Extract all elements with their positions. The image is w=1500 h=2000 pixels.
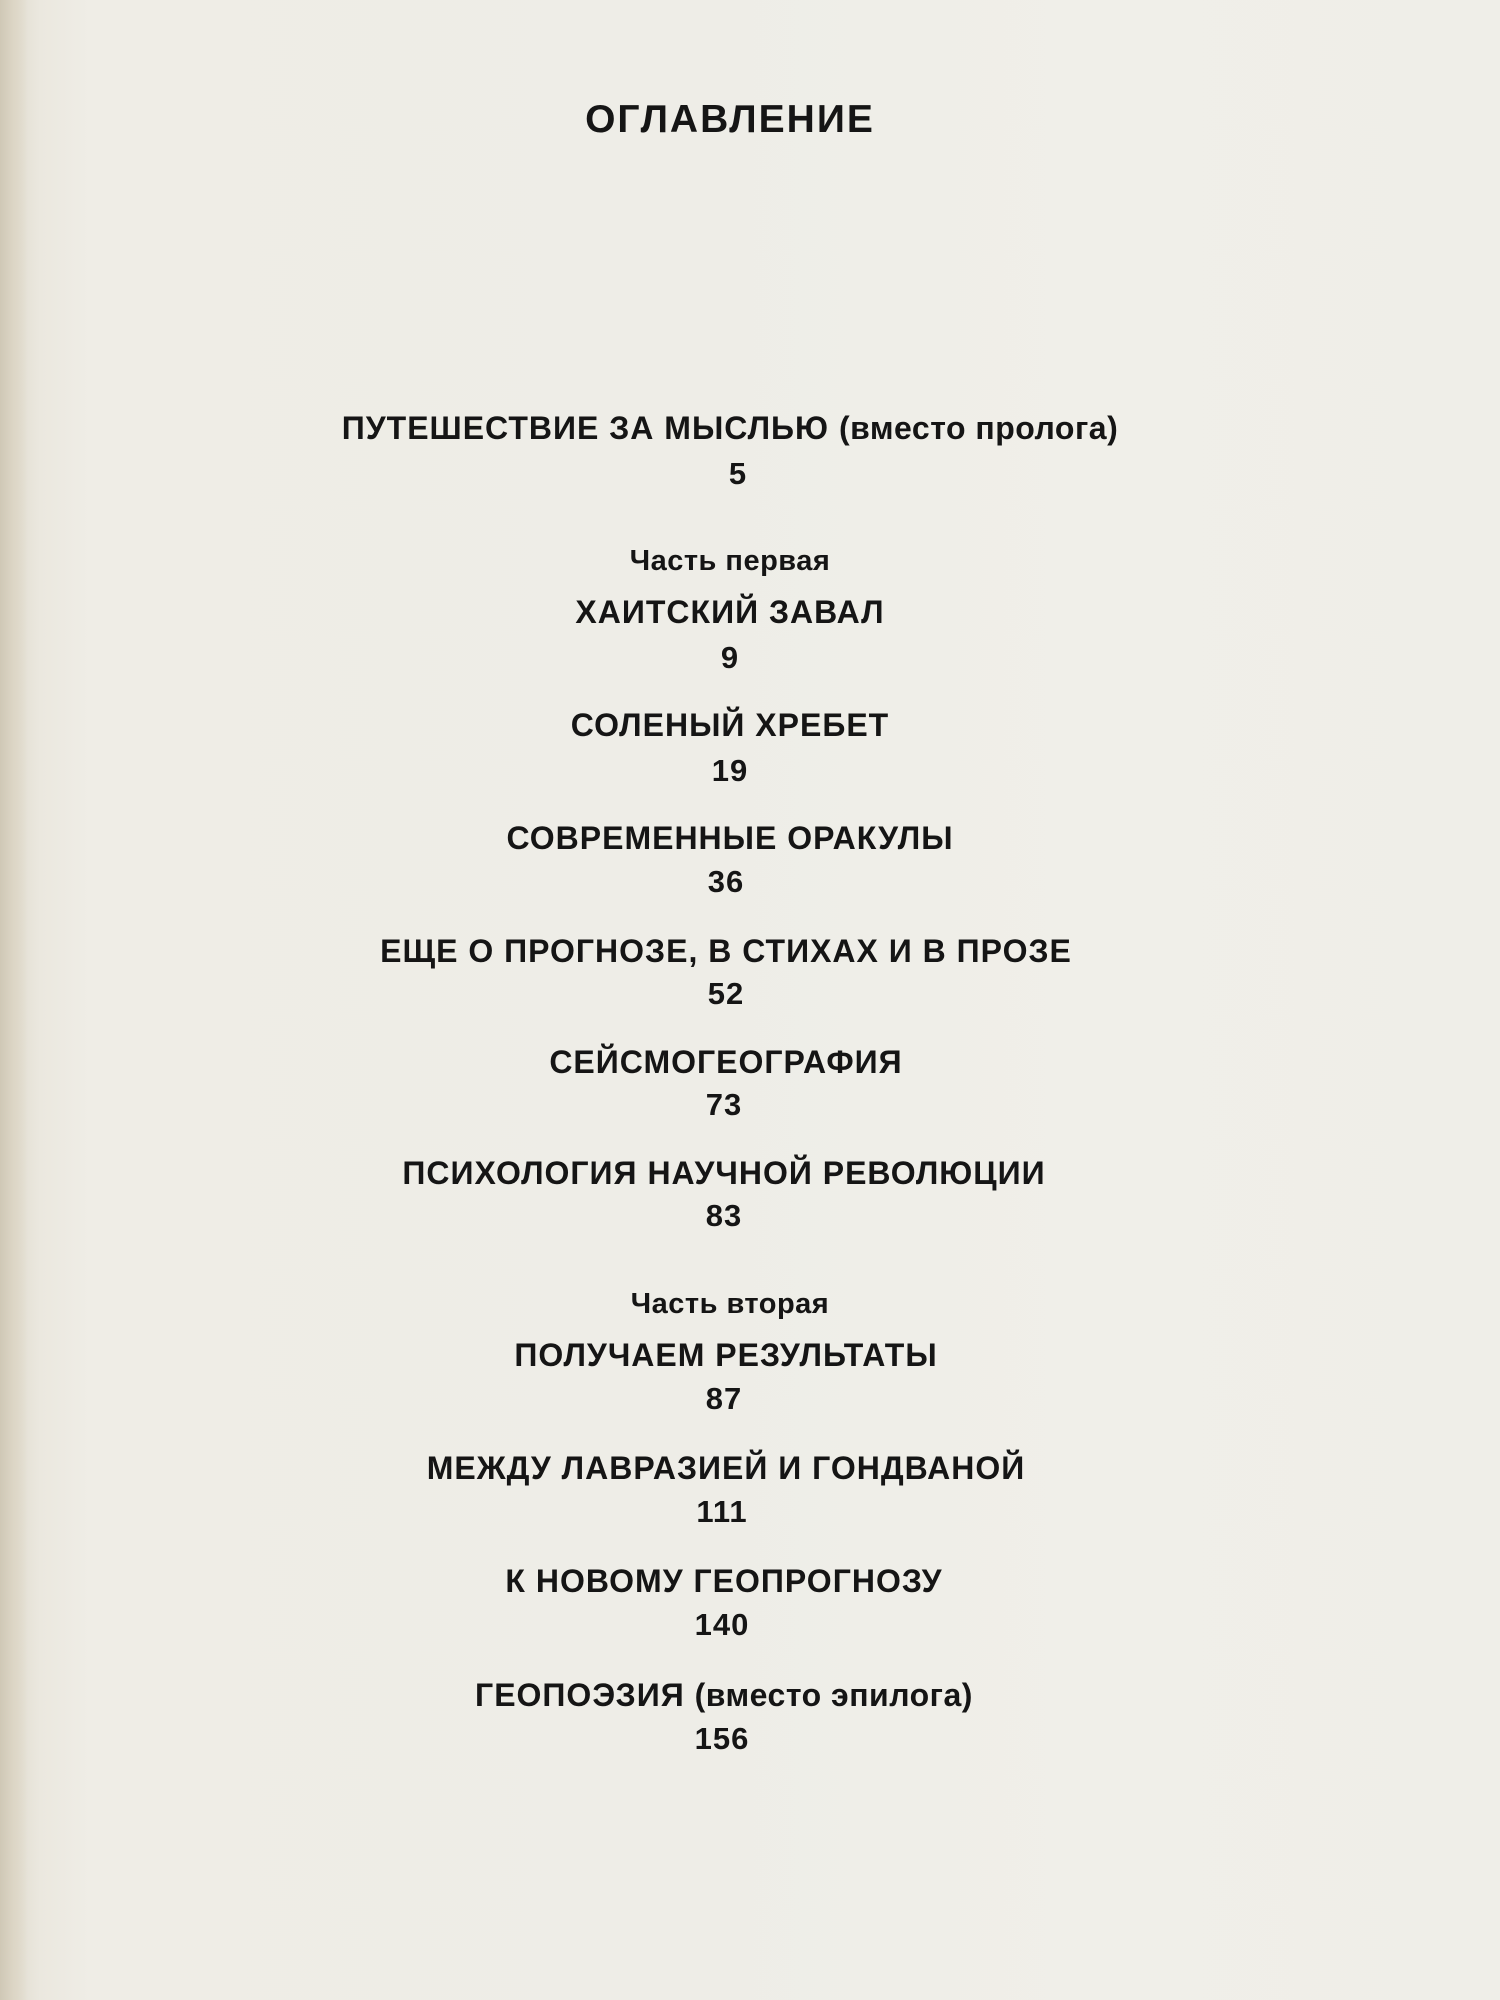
part-two-label: Часть вторая bbox=[630, 1288, 830, 1320]
toc-entry-title: ПСИХОЛОГИЯ НАУЧНОЙ РЕВОЛЮЦИИ bbox=[402, 1155, 1046, 1191]
toc-entry-page: 9 bbox=[720, 640, 740, 675]
toc-entry-title: ПОЛУЧАЕМ РЕЗУЛЬТАТЫ bbox=[514, 1337, 938, 1373]
toc-entry-page: 140 bbox=[694, 1607, 750, 1642]
toc-entry-page: 73 bbox=[705, 1087, 743, 1122]
toc-entry-title: МЕЖДУ ЛАВРАЗИЕЙ И ГОНДВАНОЙ bbox=[426, 1450, 1026, 1486]
toc-entry-page: 36 bbox=[707, 864, 745, 899]
toc-entry-page: 52 bbox=[707, 976, 745, 1011]
toc-entry-prologue-page: 5 bbox=[728, 456, 748, 491]
epilogue-title-text: ГЕОПОЭЗИЯ bbox=[475, 1677, 685, 1713]
toc-entry-page: 19 bbox=[711, 753, 749, 788]
toc-entry-title: СОЛЕНЫЙ ХРЕБЕТ bbox=[570, 707, 890, 743]
toc-entry-page: 83 bbox=[705, 1198, 743, 1233]
toc-entry-prologue-title bbox=[180, 410, 1280, 447]
toc-entry-title: СОВРЕМЕННЫЕ ОРАКУЛЫ bbox=[506, 820, 954, 856]
prologue-title-text: ПУТЕШЕСТВИЕ ЗА МЫСЛЬЮ bbox=[341, 410, 830, 446]
toc-entry-epilogue-page: 156 bbox=[694, 1721, 750, 1756]
toc-entry-title: ХАИТСКИЙ ЗАВАЛ bbox=[575, 594, 885, 630]
toc-entry-title: К НОВОМУ ГЕОПРОГНОЗУ bbox=[505, 1563, 943, 1599]
toc-entry-title: СЕЙСМОГЕОГРАФИЯ bbox=[549, 1044, 903, 1080]
part-one-label: Часть первая bbox=[629, 545, 831, 577]
toc-entry-page: 111 bbox=[696, 1494, 748, 1529]
toc-entry-epilogue-title bbox=[174, 1677, 1274, 1714]
toc-heading: ОГЛАВЛЕНИЕ bbox=[585, 98, 875, 141]
toc-entry-page: 87 bbox=[705, 1381, 743, 1416]
toc-entry-title: ЕЩЕ О ПРОГНОЗЕ, В СТИХАХ И В ПРОЗЕ bbox=[380, 933, 1072, 969]
epilogue-note-text: (вместо эпилога) bbox=[694, 1677, 973, 1713]
prologue-note-text: (вместо пролога) bbox=[838, 410, 1119, 446]
